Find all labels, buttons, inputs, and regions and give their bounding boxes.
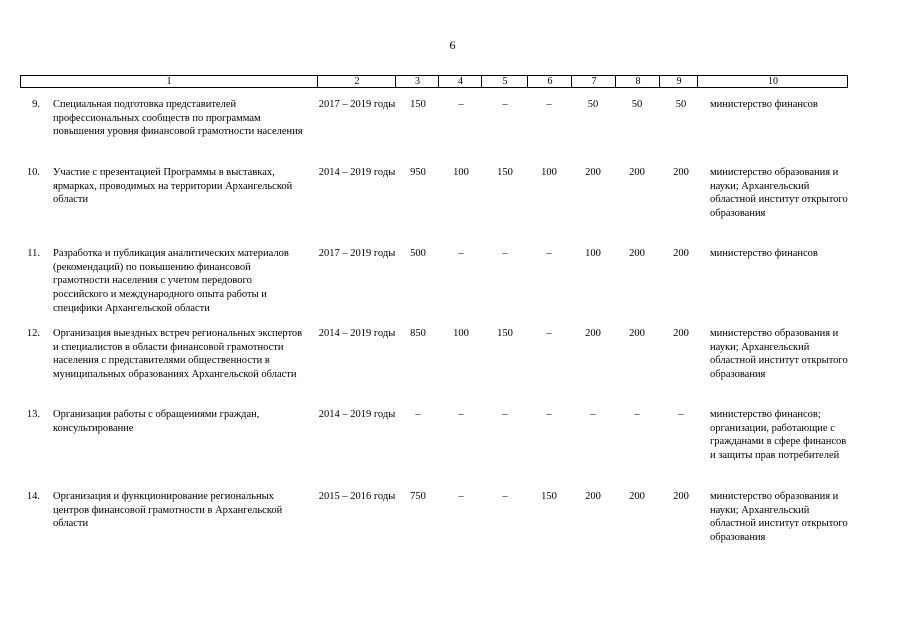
row-value: 200	[629, 167, 645, 178]
header-cell: 8	[615, 76, 660, 87]
page-number: 6	[449, 38, 456, 52]
row-name: Специальная подготовка представителей профессиональных сообществ по программам повышения уровня финансовой грамотности населения	[53, 99, 303, 138]
header-cell: 6	[527, 76, 572, 87]
row-value: –	[590, 409, 596, 420]
header-cell: 5	[481, 76, 528, 87]
row-value: –	[502, 409, 508, 420]
row-value: 200	[585, 328, 601, 339]
row-value: 200	[673, 248, 689, 259]
header-cell: 10	[697, 76, 848, 87]
row-value: –	[546, 409, 552, 420]
row-value: –	[634, 409, 640, 420]
row-executor: министерство образования и науки; Архангельский областной институт открытого образования	[710, 167, 848, 220]
row-value: 100	[585, 248, 601, 259]
row-value: 750	[410, 491, 426, 502]
row-years: 2017 – 2019 годы	[318, 99, 396, 110]
row-value: –	[502, 248, 508, 259]
row-name: Разработка и публикация аналитических материалов (рекомендаций) по повышению финансовой грамотности населения с учетом передового российского и международного опыта работы и специфики Архангельской области	[53, 248, 289, 314]
row-value: 200	[673, 328, 689, 339]
header-cell: 4	[438, 76, 482, 87]
row-number: 10.	[26, 167, 40, 178]
row-value: –	[546, 328, 552, 339]
row-value: 150	[497, 167, 513, 178]
row-name: Участие с презентацией Программы в выставках, ярмарках, проводимых на территории Архангельской области	[53, 167, 293, 206]
row-number: 14.	[26, 491, 40, 502]
table-header	[20, 75, 848, 88]
row-value: 200	[629, 491, 645, 502]
row-executor: министерство финансов	[710, 99, 818, 110]
row-executor: министерство финансов	[710, 248, 818, 259]
row-value: 100	[453, 328, 469, 339]
row-value: 150	[497, 328, 513, 339]
header-cell: 1	[166, 76, 172, 87]
row-value: –	[458, 248, 464, 259]
row-years: 2017 – 2019 годы	[318, 248, 396, 259]
row-value: –	[546, 99, 552, 110]
row-value: 500	[410, 248, 426, 259]
row-executor: министерство образования и науки; Архангельский областной институт открытого образования	[710, 328, 848, 381]
row-value: 850	[410, 328, 426, 339]
row-value: –	[458, 409, 464, 420]
row-years: 2014 – 2019 годы	[318, 409, 396, 420]
row-executor: министерство финансов; организации, работающие с гражданами в сфере финансов и защиты прав потребителей	[710, 409, 847, 462]
row-value: 100	[541, 167, 557, 178]
row-value: –	[678, 409, 684, 420]
row-value: 200	[673, 167, 689, 178]
row-number: 11.	[27, 248, 40, 259]
row-number: 12.	[26, 328, 40, 339]
row-years: 2014 – 2019 годы	[318, 167, 396, 178]
row-value: 200	[585, 167, 601, 178]
row-value: 50	[587, 99, 599, 110]
row-name: Организация и функционирование региональных центров финансовой грамотности в Архангельской области	[53, 491, 283, 530]
row-value: –	[458, 491, 464, 502]
row-value: 100	[453, 167, 469, 178]
header-cell: 2	[317, 76, 396, 87]
row-years: 2015 – 2016 годы	[318, 491, 396, 502]
row-value: 200	[673, 491, 689, 502]
row-value: –	[415, 409, 421, 420]
row-value: 50	[675, 99, 687, 110]
row-value: –	[502, 99, 508, 110]
row-value: –	[546, 248, 552, 259]
row-name: Организация выездных встреч региональных экспертов и специалистов в области финансовой грамотности населения с представителями общественности в муниципальных образованиях Архангельской области	[53, 328, 303, 381]
row-value: 200	[629, 328, 645, 339]
row-value: –	[458, 99, 464, 110]
row-value: 200	[585, 491, 601, 502]
row-value: 150	[410, 99, 426, 110]
header-cell: 7	[571, 76, 616, 87]
row-name: Организация работы с обращениями граждан, консультирование	[53, 409, 260, 434]
row-executor: министерство образования и науки; Архангельский областной институт открытого образования	[710, 491, 848, 544]
row-value: 150	[541, 491, 557, 502]
row-number: 13.	[26, 409, 40, 420]
row-value: 50	[631, 99, 643, 110]
row-years: 2014 – 2019 годы	[318, 328, 396, 339]
row-value: –	[502, 491, 508, 502]
row-number: 9.	[32, 99, 40, 110]
row-value: 950	[410, 167, 426, 178]
row-value: 200	[629, 248, 645, 259]
header-cell: 9	[659, 76, 698, 87]
header-cell: 3	[395, 76, 439, 87]
